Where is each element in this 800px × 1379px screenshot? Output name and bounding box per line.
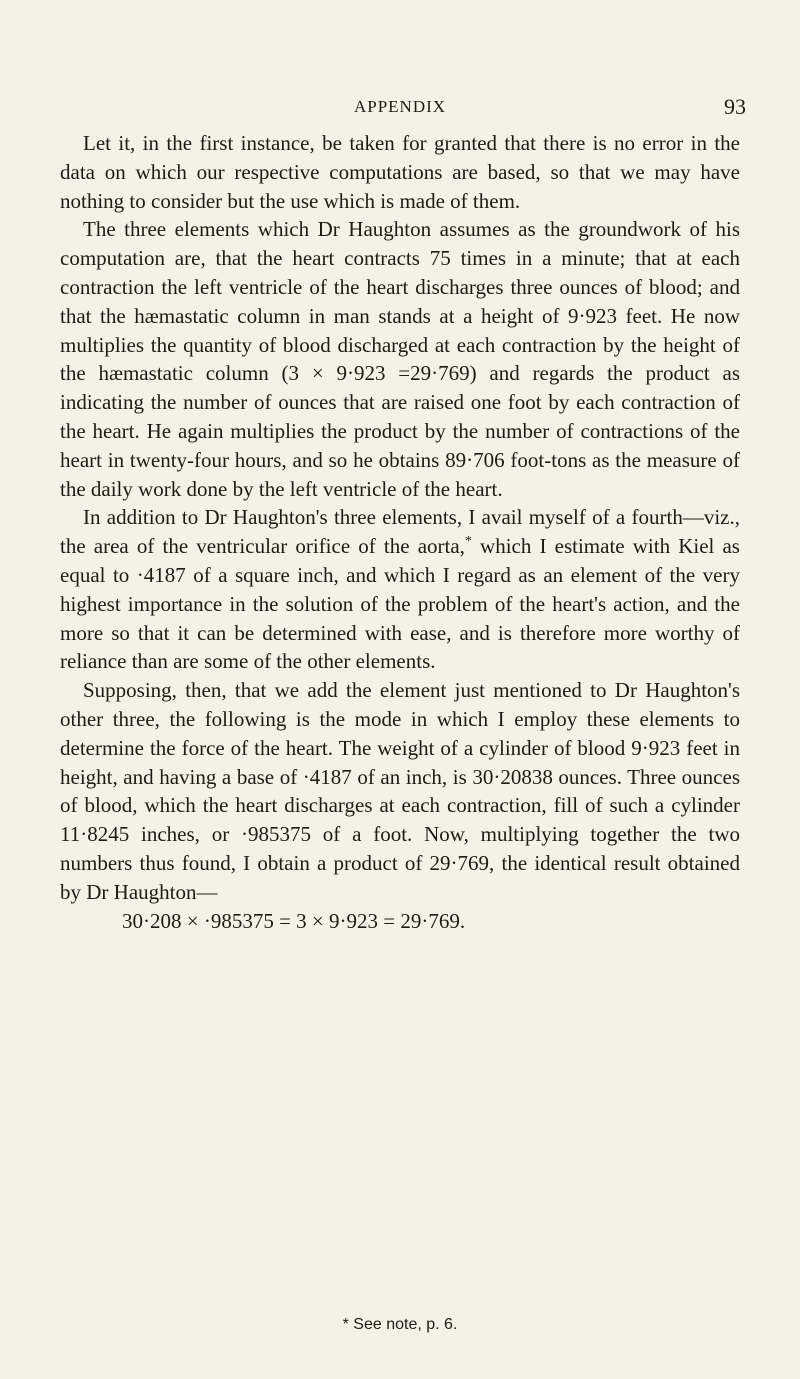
- page-number: 93: [724, 94, 746, 119]
- paragraph-text: In addition to Dr Haughton's three elements, I avail myself of a fourth—viz., the area of the ventricular orifice of the aorta,: [60, 505, 740, 559]
- paragraph-fourth-element: [60, 503, 740, 676]
- paragraph-text: The three elements which Dr Haughton assumes as the groundwork of his computation are, that the heart contracts 75 times in a minute; that at each contraction the left ventricle of the heart discharges three ounces of blood; and that the hæmastatic column in man stands at a height of 9·923 feet. He now multiplies the quantity of blood discharged at each contraction by the height of the hæmastatic column (3 × 9·923 =29·769) and regards the product as indicating the number of ounces that are raised one foot by each contraction of the heart. He again multiplies the product by the number of contractions of the heart in twenty-four hours, and so he obtains 89·706 foot-tons as the measure of the daily work done by the left ventricle of the heart.: [60, 217, 740, 501]
- paragraph-text-continuation: which I estimate with Kiel as equal to ·4187 of a square inch, and which I regard as an element of the very highest importance in the solution of the problem of the heart's action, and the more so that it can be determined with ease, and is therefore more worthy of reliance than are some of the other elements.: [60, 534, 740, 674]
- paragraph-haughton-elements: [60, 215, 740, 503]
- paragraph-text: Supposing, then, that we add the element just mentioned to Dr Haughton's other three, the following is the mode in which I employ these elements to determine the force of the heart. The weight of a cylinder of blood 9·923 feet in height, and having a base of ·4187 of an inch, is 30·20838 ounces. Three ounces of blood, which the heart discharges at each contraction, fill of such a cylinder 11·8245 inches, or ·985375 of a foot. Now, multiplying together the two numbers thus found, I obtain a product of 29·769, the identical result obtained by Dr Haughton—: [60, 678, 740, 904]
- main-text: [60, 129, 740, 935]
- footnote: * See note, p. 6.: [342, 1316, 458, 1333]
- running-head: APPENDIX: [353, 97, 447, 116]
- footnote-reference: *: [464, 534, 472, 550]
- paragraph-force-calculation: [60, 676, 740, 906]
- paragraph-intro: [60, 129, 740, 215]
- paragraph-text: Let it, in the first instance, be taken for granted that there is no error in the data on which our respective computations are based, so that we may have nothing to consider but the use which is made of them.: [60, 131, 740, 213]
- page-header: [0, 95, 800, 119]
- calculation-equation: 30·208 × ·985375 = 3 × 9·923 = 29·769.: [122, 908, 466, 933]
